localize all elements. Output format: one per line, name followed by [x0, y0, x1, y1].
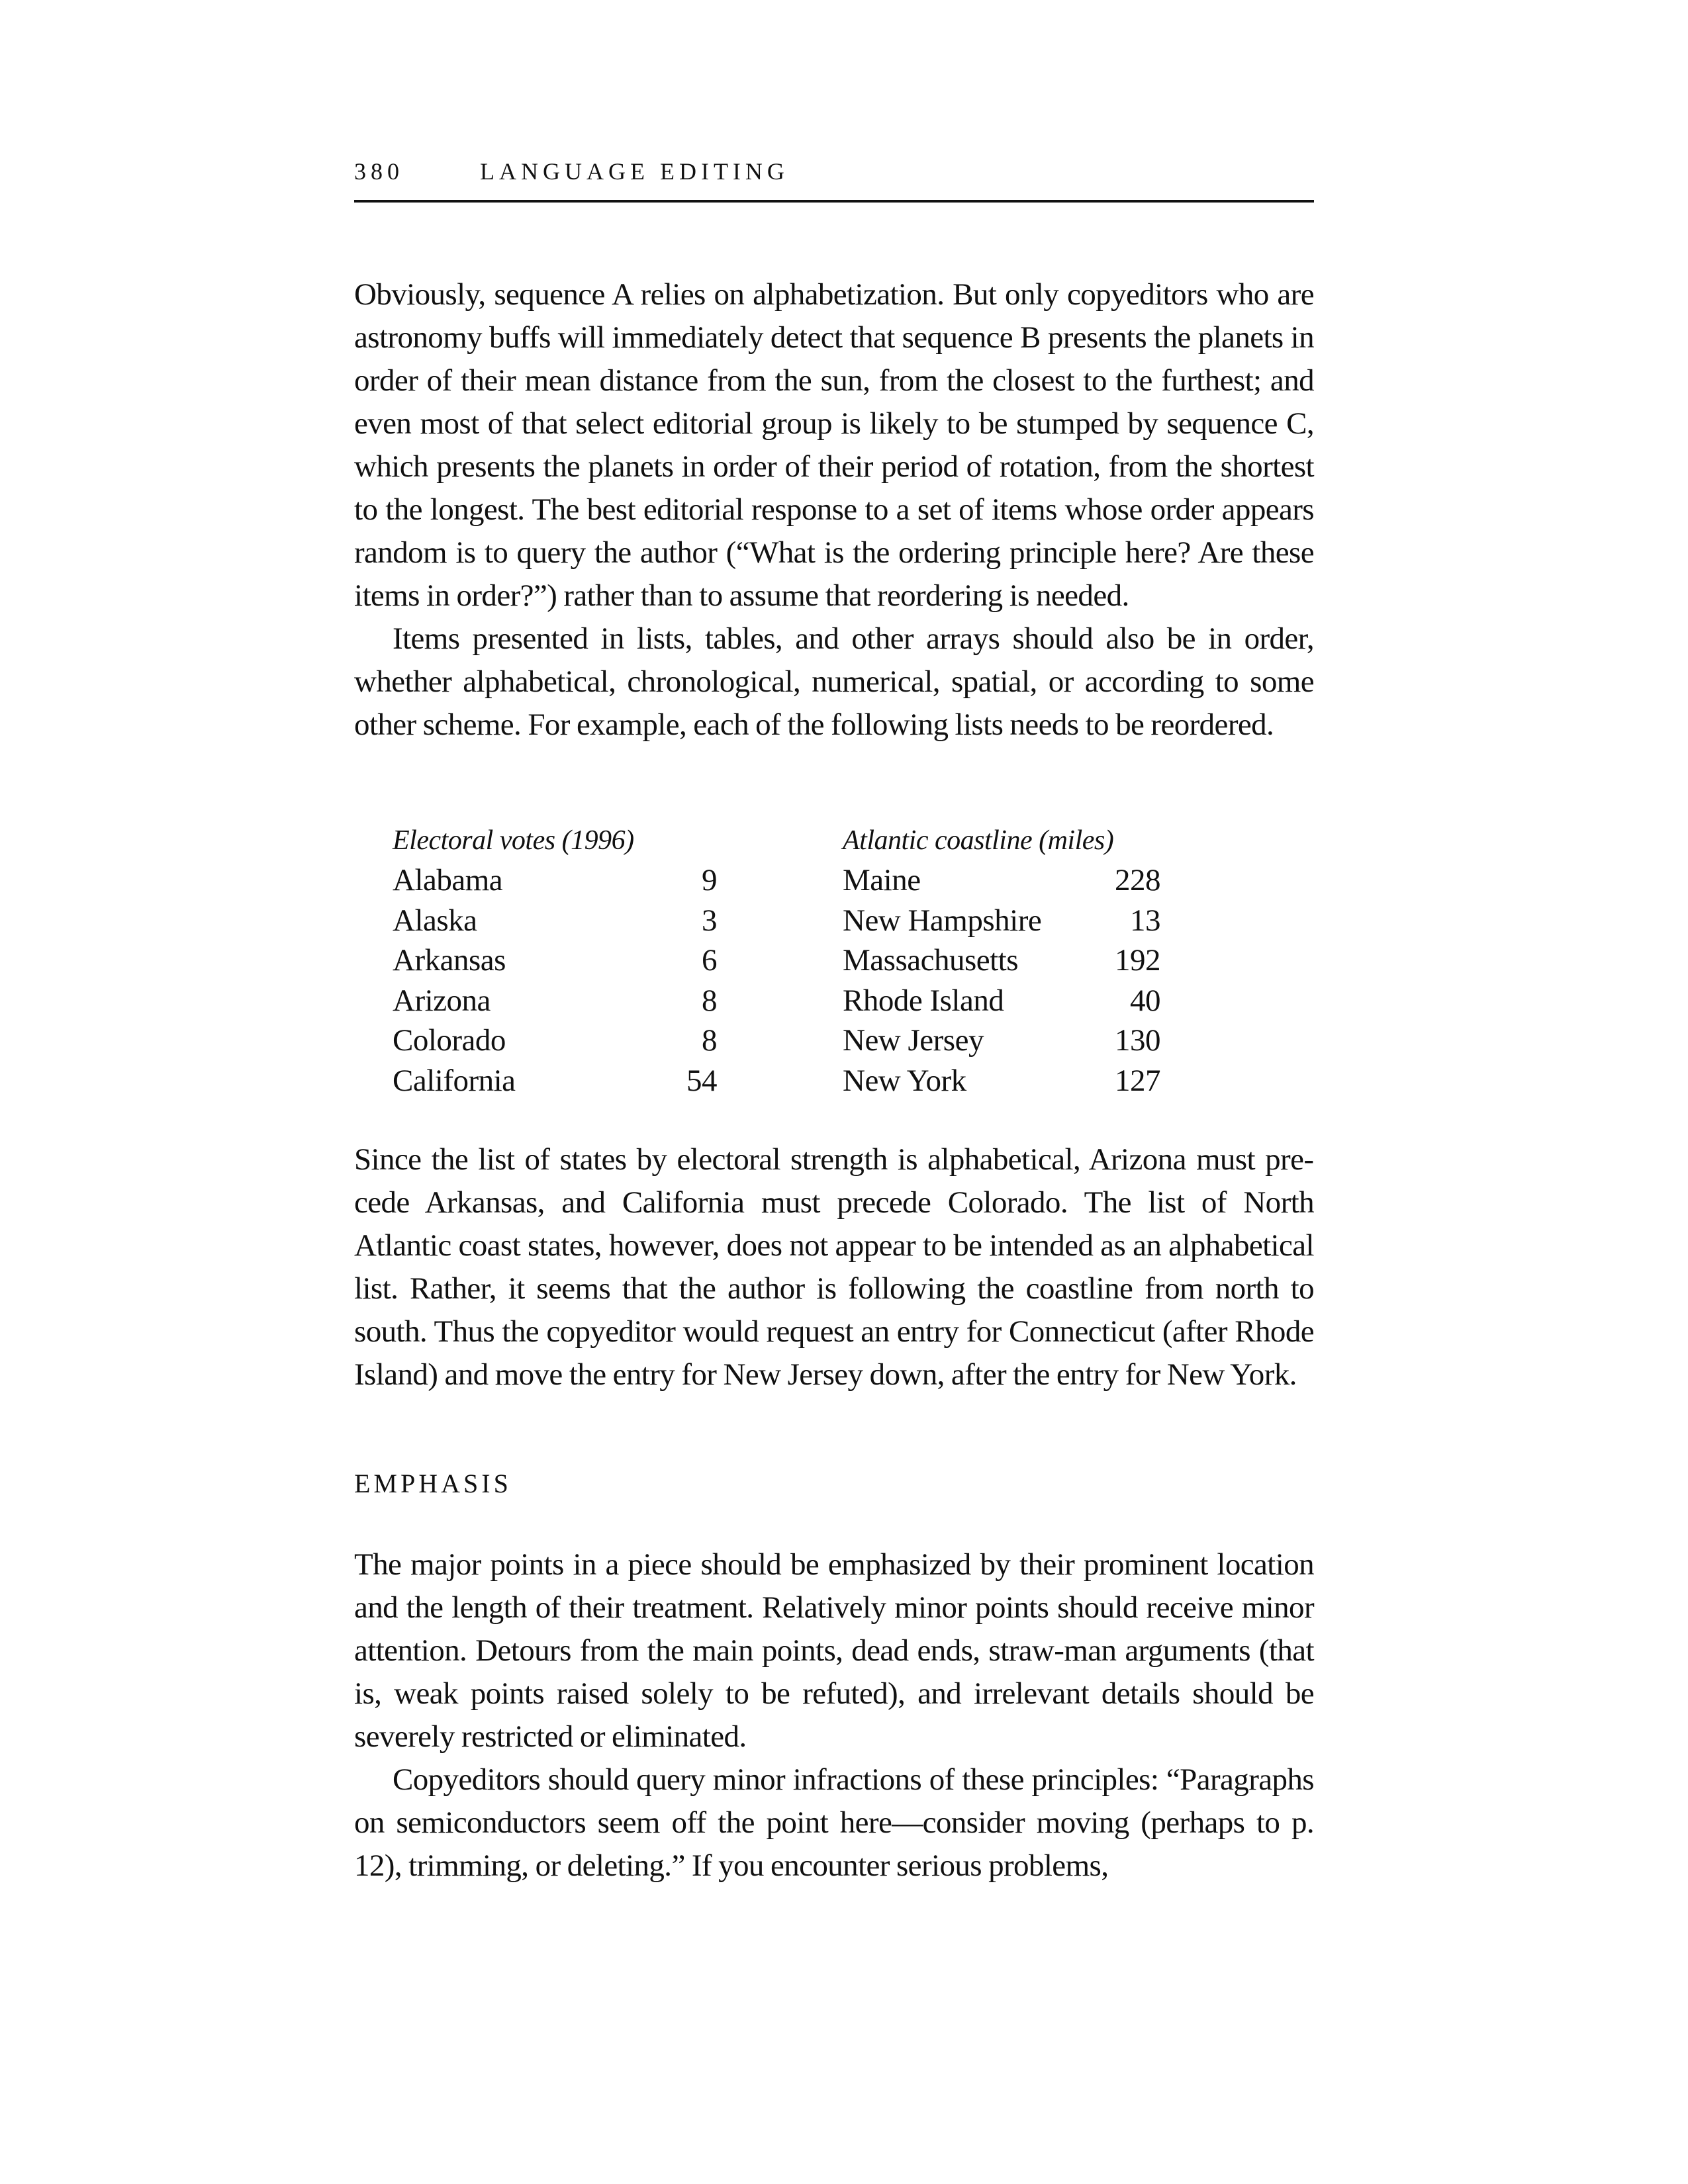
state-value: 13 — [1130, 903, 1160, 938]
state-value: 9 — [702, 863, 717, 897]
list-row — [393, 1021, 717, 1061]
state-name: New Hampshire — [843, 903, 1042, 938]
paragraph-emphasis: The major points in a piece should be emphasized by their prominent location and the length of their treatment. Relatively minor points should receive minor attention. Detours from the main points, dead ends, straw-man arguments (that is, weak points raised solely to be refuted), and irrelevant details should be severely restricted or eliminated. — [354, 1547, 1314, 1754]
state-name: New York — [843, 1063, 966, 1098]
header-rule — [354, 200, 1314, 203]
section-heading: EMPHASIS — [354, 1469, 512, 1498]
state-name: Alabama — [393, 863, 503, 897]
running-header — [354, 158, 1314, 185]
list-row — [843, 1061, 1160, 1101]
list-row — [393, 940, 717, 981]
state-value: 40 — [1130, 983, 1160, 1018]
running-title: LANGUAGE EDITING — [480, 158, 789, 185]
state-name: Colorado — [393, 1023, 506, 1058]
state-name: Alaska — [393, 903, 477, 938]
list-caption: Electoral votes (1996) — [393, 825, 634, 856]
list-row — [843, 860, 1160, 901]
list-row — [843, 940, 1160, 981]
list-caption: Atlantic coastline (miles) — [843, 825, 1114, 856]
page-number: 380 — [354, 158, 404, 185]
list-row — [393, 1061, 717, 1101]
state-value: 130 — [1115, 1023, 1160, 1058]
state-name: Arkansas — [393, 943, 506, 978]
paragraph-query-infractions: Copyeditors should query minor infractions of these principles: “Paragraphs on semiconductors seem off the point here—consider moving (perhaps to p. 12), trimming, or deleting.” If you encounter serious problems, — [354, 1762, 1314, 1883]
list-row — [393, 981, 717, 1021]
state-value: 228 — [1115, 863, 1160, 897]
state-name: Maine — [843, 863, 921, 897]
state-value: 8 — [702, 1023, 717, 1058]
state-value: 192 — [1115, 943, 1160, 978]
state-name: Arizona — [393, 983, 491, 1018]
state-value: 8 — [702, 983, 717, 1018]
list-row — [843, 901, 1160, 941]
state-value: 127 — [1115, 1063, 1160, 1098]
emphasis-section-body — [354, 1543, 1314, 1888]
state-name: Massachusetts — [843, 943, 1019, 978]
list-row — [393, 901, 717, 941]
opening-paragraphs — [354, 273, 1314, 747]
list-explanation — [354, 1138, 1314, 1396]
state-value: 54 — [686, 1063, 717, 1098]
paragraph-lists-order: Items presented in lists, tables, and other arrays should also be in order, whether alphabetical, chronological, numerical, spatial, or according to some other scheme. For example, each of the following lists needs to be reordered. — [354, 621, 1314, 742]
paragraph-ordering-query: Obviously, sequence A relies on alphabetization. But only copyeditors who are astronomy buffs will immediately detect that sequence B presents the planets in order of their mean distance from the sun, from the closest to the furthest; and even most of that select editorial group is likely to be stumped by sequence C, which presents the planets in order of their period of rotation, from the shortest to the longest. The best editorial response to a set of items whose order appears random is to query the author (“What is the ordering principle here? Are these items in order?”) rather than to assume that reordering is needed. — [354, 277, 1314, 613]
atlantic-coastline-list — [843, 821, 1160, 1101]
state-name: New Jersey — [843, 1023, 984, 1058]
state-value: 3 — [702, 903, 717, 938]
state-name: California — [393, 1063, 516, 1098]
list-row — [393, 860, 717, 901]
state-value: 6 — [702, 943, 717, 978]
paragraph-list-analysis: Since the list of states by electoral strength is alphabetical, Arizona must precede Arkansas, and California must precede Colorado. The list of North Atlantic coast states, however, does not appear to be intended as an alphabetical list. Rather, it seems that the author is following the coastline from north to south. Thus the copyeditor would request an entry for Connecticut (after Rhode Island) and move the entry for New Jersey down, after the entry for New York. — [354, 1142, 1314, 1392]
list-row — [843, 981, 1160, 1021]
state-name: Rhode Island — [843, 983, 1004, 1018]
electoral-votes-list — [393, 821, 717, 1101]
list-row — [843, 1021, 1160, 1061]
